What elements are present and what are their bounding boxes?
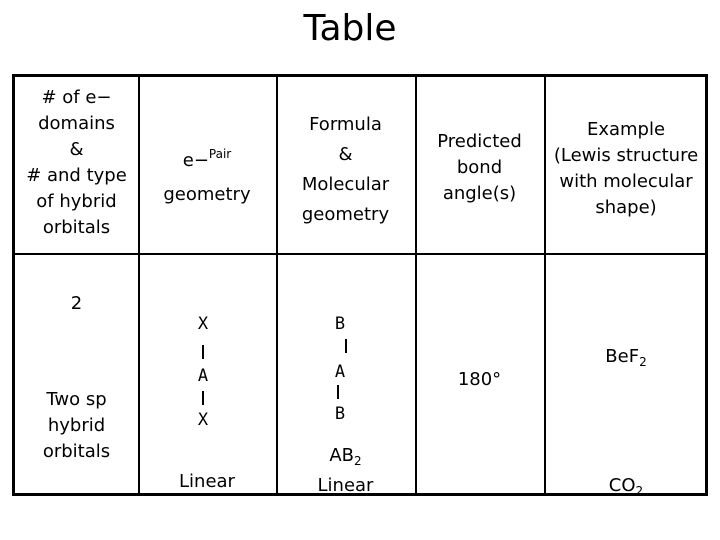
header-angle-line: angle(s): [442, 183, 517, 204]
header-domains-line: domains: [38, 113, 115, 134]
formula-main: AB: [329, 445, 355, 466]
header-pair-geometry: [138, 137, 276, 212]
hybrid-orbitals-cell: [15, 387, 138, 465]
formula-label: [276, 443, 415, 474]
header-formula: [276, 110, 415, 230]
header-domains-line: # and type: [26, 165, 127, 186]
header-pair-line: [138, 137, 276, 178]
page-title: Table: [303, 8, 397, 49]
pair-top-atom: X: [197, 314, 209, 334]
mol-center-atom: A: [334, 362, 346, 382]
bond-angle-value: 180°: [457, 369, 502, 390]
pair-center-atom: A: [197, 366, 209, 386]
domain-count: 2: [70, 293, 83, 314]
header-example-line: Example: [586, 119, 666, 140]
mol-bond-upper: [345, 339, 347, 353]
hybrid-line: hybrid: [47, 415, 106, 436]
mol-bottom-atom: B: [334, 404, 346, 424]
mol-geometry-label: Linear: [317, 475, 374, 496]
header-divider: [15, 253, 705, 255]
example-befluoride: [544, 344, 708, 375]
header-angle-line: bond: [456, 157, 503, 178]
example-sub: 2: [639, 355, 647, 369]
pair-geometry-label: Linear: [179, 471, 235, 492]
co2-main: CO: [608, 475, 636, 496]
pair-bond-upper: [202, 345, 204, 359]
header-example-line: with molecular: [559, 171, 693, 192]
hybrid-line: orbitals: [42, 441, 111, 462]
formula-sub: 2: [354, 454, 362, 468]
pair-bottom-atom: X: [197, 410, 209, 430]
co2-sub: 2: [635, 484, 644, 498]
mol-top-atom: B: [334, 314, 346, 334]
header-pair-main: e−: [182, 150, 209, 171]
header-domains-line: # of e−: [41, 87, 112, 108]
header-example-line: (Lewis structure: [553, 145, 699, 166]
header-formula-line: &: [338, 144, 353, 165]
header-pair-sup: Pair: [208, 147, 232, 161]
pair-bond-lower: [202, 391, 204, 405]
header-bond-angle: [415, 129, 544, 207]
header-domains-line: orbitals: [42, 217, 111, 238]
example-main: BeF: [605, 346, 640, 367]
header-formula-line: Formula: [309, 114, 382, 135]
header-domains-line: &: [69, 139, 84, 160]
header-domains-line: of hybrid: [36, 191, 117, 212]
header-domains: [15, 85, 138, 241]
header-geometry-line: geometry: [163, 184, 251, 205]
header-formula-line: Molecular: [301, 174, 390, 195]
header-example-line: shape): [595, 197, 657, 218]
example-co2: [544, 473, 708, 504]
header-formula-line: geometry: [301, 204, 390, 225]
hybrid-orbital-table: [12, 74, 708, 496]
header-example: [544, 117, 708, 221]
mol-bond-lower: [337, 385, 339, 399]
header-angle-line: Predicted: [437, 131, 522, 152]
hybrid-line: Two sp: [46, 389, 107, 410]
